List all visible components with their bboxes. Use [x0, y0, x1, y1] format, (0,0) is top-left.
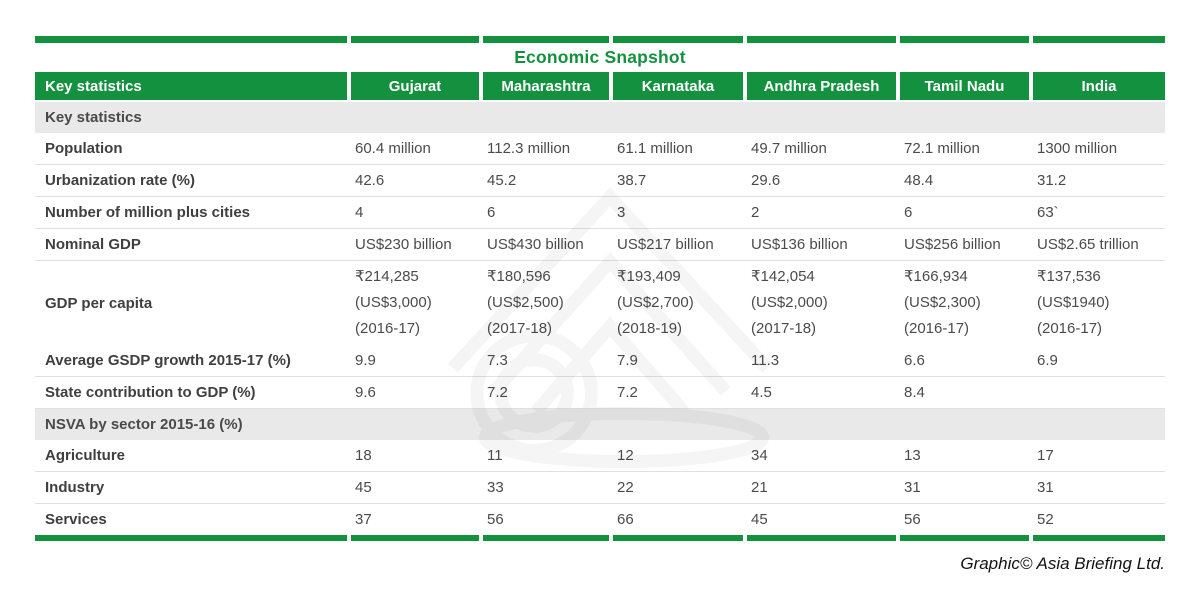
table-row	[35, 229, 1165, 261]
cell-value-line: (2016-17)	[904, 320, 970, 337]
cell-value: 7.9	[617, 352, 638, 369]
graphic-credit: Graphic© Asia Briefing Ltd.	[960, 554, 1165, 573]
cell-value: US$256 billion	[904, 236, 1001, 253]
cell-value: 45	[355, 479, 372, 496]
cell-value: 12	[617, 447, 634, 464]
cell-value: 9.9	[355, 352, 376, 369]
cell-value: 7.2	[617, 384, 638, 401]
cell-value: 21	[751, 479, 768, 496]
cell-value	[479, 261, 609, 345]
cell-value: US$2.65 trillion	[1037, 236, 1139, 253]
cell-value: 34	[751, 447, 768, 464]
accent-bar-segment	[479, 535, 609, 541]
column-header: Key statistics	[35, 72, 347, 100]
accent-bar-segment	[35, 535, 347, 541]
accent-bar-segment	[896, 36, 1029, 43]
table-row	[35, 440, 1165, 472]
cell-value: 45.2	[487, 172, 517, 189]
accent-bar-segment	[479, 36, 609, 43]
top-accent-bar	[35, 36, 1165, 43]
row-label: Number of million plus cities	[45, 204, 251, 221]
cell-value	[743, 261, 896, 345]
column-header: Gujarat	[347, 72, 479, 100]
cell-value-line: (2016-17)	[1037, 320, 1103, 337]
cell-value: 9.6	[355, 384, 376, 401]
accent-bar-segment	[743, 535, 896, 541]
accent-bar-segment	[347, 36, 479, 43]
cell-value: 8.4	[904, 384, 925, 401]
row-label: Population	[45, 140, 123, 157]
cell-value: US$217 billion	[617, 236, 714, 253]
column-header: Tamil Nadu	[896, 72, 1029, 100]
title-band	[35, 43, 1165, 72]
cell-value: 2	[751, 204, 760, 221]
accent-bar-segment	[609, 36, 743, 43]
cell-value: 38.7	[617, 172, 647, 189]
cell-value: 56	[487, 511, 504, 528]
cell-value: 17	[1037, 447, 1054, 464]
accent-bar-segment	[743, 36, 896, 43]
cell-value: 48.4	[904, 172, 934, 189]
cell-value: 61.1 million	[617, 140, 693, 157]
column-header: Karnataka	[609, 72, 743, 100]
section-row	[35, 409, 1165, 440]
cell-value-line: (2017-18)	[751, 320, 817, 337]
cell-value: 29.6	[751, 172, 781, 189]
cell-value-line: (US$2,500)	[487, 294, 564, 311]
row-label: State contribution to GDP (%)	[45, 384, 256, 401]
accent-bar-segment	[1029, 535, 1165, 541]
cell-value: 11.3	[751, 352, 780, 369]
section-row	[35, 102, 1165, 133]
cell-value: 45	[751, 511, 768, 528]
cell-value: 63`	[1037, 204, 1059, 221]
row-label: Urbanization rate (%)	[45, 172, 196, 189]
cell-value-line: (US$1940)	[1037, 294, 1110, 311]
table-row	[35, 197, 1165, 229]
row-label: Industry	[45, 479, 105, 496]
cell-value: 4.5	[751, 384, 772, 401]
cell-value: US$230 billion	[355, 236, 452, 253]
table-row	[35, 504, 1165, 535]
cell-value: 3	[617, 204, 626, 221]
column-header: Andhra Pradesh	[743, 72, 896, 100]
cell-value: 37	[355, 511, 372, 528]
row-label: Average GSDP growth 2015-17 (%)	[45, 352, 291, 369]
cell-value: 66	[617, 511, 634, 528]
cell-value-line: ₹142,054	[751, 268, 815, 285]
cell-value: 4	[355, 204, 364, 221]
cell-value: 112.3 million	[487, 140, 571, 157]
cell-value: 31	[1037, 479, 1054, 496]
cell-value: 52	[1037, 511, 1054, 528]
cell-value: 18	[355, 447, 372, 464]
table-title: Economic Snapshot	[514, 47, 686, 67]
table-header-row	[35, 72, 1165, 100]
cell-value: 22	[617, 479, 634, 496]
cell-value-line: (US$2,700)	[617, 294, 694, 311]
cell-value: 7.2	[487, 384, 508, 401]
cell-value: 6	[487, 204, 496, 221]
cell-value	[609, 261, 743, 345]
table-body	[35, 102, 1165, 535]
table-row	[35, 377, 1165, 409]
table-row	[35, 345, 1165, 377]
cell-value: 1300 million	[1037, 140, 1118, 157]
bottom-accent-bar	[35, 535, 1165, 541]
row-label: Nominal GDP	[45, 236, 141, 253]
row-label: Agriculture	[45, 447, 126, 464]
table-row	[35, 261, 1165, 345]
cell-value: 42.6	[355, 172, 385, 189]
cell-value	[1029, 377, 1165, 408]
row-label: Services	[45, 511, 107, 528]
cell-value: 6.6	[904, 352, 925, 369]
accent-bar-segment	[896, 535, 1029, 541]
cell-value: 7.3	[487, 352, 508, 369]
cell-value: 13	[904, 447, 921, 464]
cell-value-line: ₹180,596	[487, 268, 551, 285]
cell-value-line: (2018-19)	[617, 320, 683, 337]
cell-value: 6	[904, 204, 913, 221]
economic-snapshot-table	[35, 36, 1165, 574]
accent-bar-segment	[609, 535, 743, 541]
cell-value: 31	[904, 479, 921, 496]
cell-value-line: ₹214,285	[355, 268, 419, 285]
table-row	[35, 472, 1165, 504]
cell-value-line: (US$2,000)	[751, 294, 828, 311]
accent-bar-segment	[347, 535, 479, 541]
cell-value: 6.9	[1037, 352, 1058, 369]
cell-value	[896, 261, 1029, 345]
cell-value: 49.7 million	[751, 140, 827, 157]
column-header: Maharashtra	[479, 72, 609, 100]
section-row-label: NSVA by sector 2015-16 (%)	[45, 416, 243, 433]
table-row	[35, 133, 1165, 165]
cell-value-line: ₹166,934	[904, 268, 968, 285]
cell-value: 72.1 million	[904, 140, 980, 157]
cell-value-line: (2017-18)	[487, 320, 553, 337]
cell-value-line: ₹137,536	[1037, 268, 1101, 285]
cell-value	[1029, 261, 1165, 345]
cell-value-line: ₹193,409	[617, 268, 681, 285]
cell-value	[347, 261, 479, 345]
cell-value: 11	[487, 447, 503, 464]
cell-value: US$430 billion	[487, 236, 584, 253]
cell-value-line: (US$3,000)	[355, 294, 432, 311]
accent-bar-segment	[35, 36, 347, 43]
table-row	[35, 165, 1165, 197]
cell-value: US$136 billion	[751, 236, 848, 253]
cell-value: 31.2	[1037, 172, 1067, 189]
cell-value: 56	[904, 511, 921, 528]
accent-bar-segment	[1029, 36, 1165, 43]
cell-value-line: (2016-17)	[355, 320, 421, 337]
column-header: India	[1029, 72, 1165, 100]
row-label: GDP per capita	[45, 294, 153, 312]
cell-value: 33	[487, 479, 504, 496]
cell-value: 60.4 million	[355, 140, 431, 157]
section-row-label: Key statistics	[45, 109, 142, 126]
cell-value-line: (US$2,300)	[904, 294, 981, 311]
